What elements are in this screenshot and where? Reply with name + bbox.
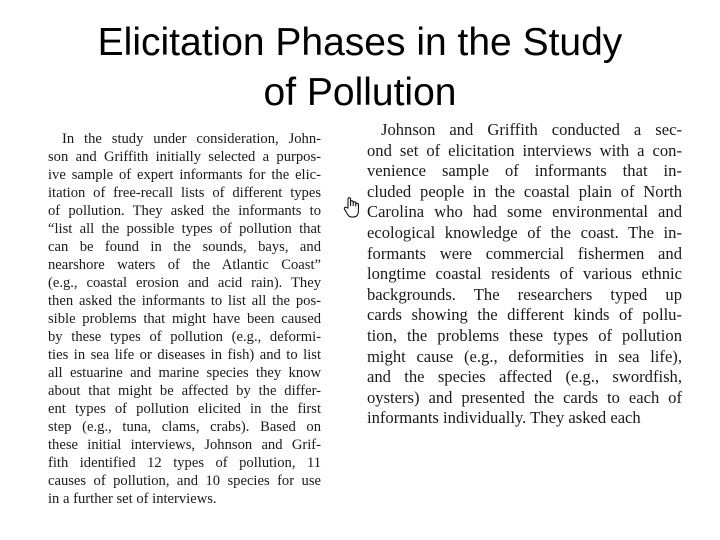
text-line: longtime coastal residents of various ethnic [367, 264, 682, 284]
text-line: itation of free-recall lists of different types [48, 185, 321, 201]
text-line: Carolina who had some environmental and [367, 202, 682, 222]
left-text-column [48, 130, 321, 508]
text-line: ties in sea life or diseases in fish) and to list [48, 347, 321, 363]
text-line: fith identified 12 types of pollution, 11 [48, 455, 321, 471]
text-line: about that might be affected by the differ- [48, 383, 321, 399]
text-line: backgrounds. The researchers typed up [367, 284, 682, 304]
text-line: in a further set of interviews. [48, 491, 217, 507]
text-line: sible problems that might have been caused [48, 311, 321, 327]
text-line: step (e.g., tuna, clams, crabs). Based on [48, 419, 321, 435]
text-line: causes of pollution, and 10 species for use [48, 473, 321, 489]
text-line: and the species affected (e.g., swordfish, [367, 367, 682, 387]
text-line: venience sample of informants that in- [367, 161, 682, 181]
text-line: then asked the informants to list all the pos- [48, 293, 321, 309]
text-line: tion, the problems these types of pollution [367, 325, 682, 345]
slide-title [0, 18, 720, 118]
text-line: son and Griffith initially selected a purpos- [48, 149, 321, 165]
text-line: might cause (e.g., deformities in sea life), [367, 346, 682, 366]
slide-title-line-2: of Pollution [263, 71, 457, 114]
text-line: formants were commercial fishermen and [367, 243, 682, 263]
text-line: can be found in the sounds, bays, and [48, 239, 321, 255]
right-text-column [367, 120, 682, 429]
text-line: Johnson and Griffith conducted a sec- [381, 120, 682, 139]
text-line: (e.g., coastal erosion and acid rain). They [48, 275, 321, 291]
text-line: “list all the possible types of pollution that [48, 221, 321, 237]
text-line: ond set of elicitation interviews with a con- [367, 140, 682, 160]
text-line: all estuarine and marine species they know [48, 365, 321, 381]
text-line: by these types of pollution (e.g., deformi- [48, 329, 321, 345]
slide-title-line-1: Elicitation Phases in the Study [97, 21, 623, 64]
text-line: ive sample of expert informants for the elic- [48, 167, 321, 183]
text-line: nearshore waters of the Atlantic Coast” [48, 257, 321, 273]
hand-pointer-icon [342, 196, 362, 220]
text-line: informants individually. They asked each [367, 408, 641, 428]
text-line: In the study under consideration, John- [62, 131, 321, 147]
text-line: oysters) and presented the cards to each of [367, 387, 682, 407]
text-line: these initial interviews, Johnson and Grif- [48, 437, 321, 453]
text-line: cluded people in the coastal plain of North [367, 181, 682, 201]
text-line: of pollution. They asked the informants to [48, 203, 321, 219]
text-line: ecological knowledge of the coast. The in- [367, 222, 682, 242]
text-line: ent types of pollution elicited in the first [48, 401, 321, 417]
text-line: cards showing the different kinds of pollu- [367, 305, 682, 325]
